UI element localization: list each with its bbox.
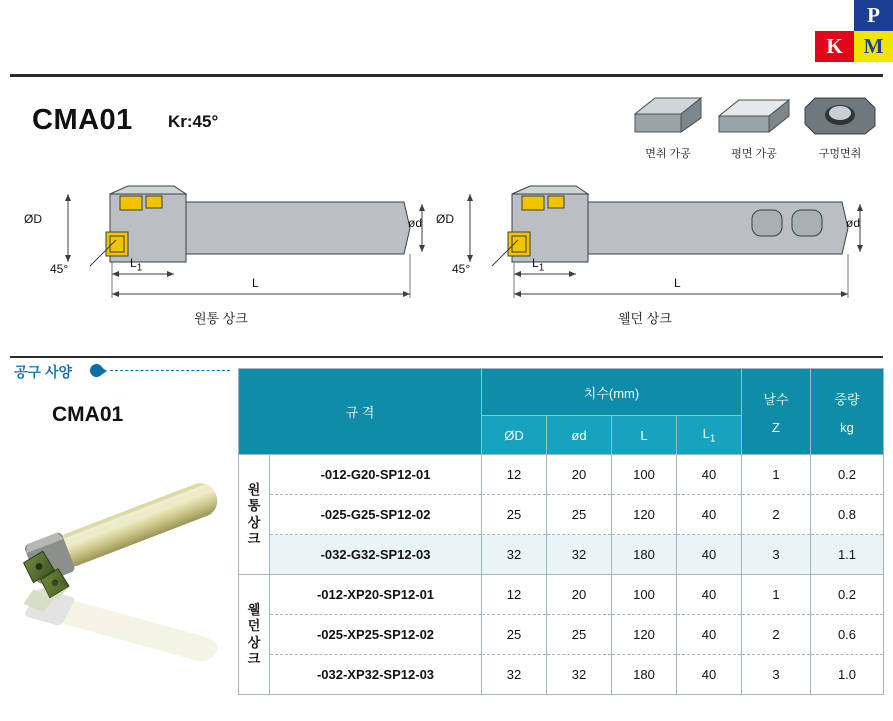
logo-letter-p: P [854, 0, 893, 31]
page-title: CMA01 [32, 104, 133, 136]
cell-d: 32 [547, 535, 612, 575]
cell-l1: 40 [677, 455, 742, 495]
table-row[interactable] [239, 615, 884, 655]
label-l-2: L [674, 276, 681, 290]
cell-z: 2 [742, 615, 811, 655]
label-d-2: ød [846, 216, 861, 230]
cell-kg: 1.0 [811, 655, 884, 695]
hole-chamfer-icon [801, 92, 879, 136]
header-divider [10, 74, 883, 77]
header-dims: 치수(mm) [482, 369, 742, 416]
header-teeth-symbol: Z [772, 419, 780, 435]
cylindrical-shank-drawing [24, 170, 444, 330]
label-l1-1: $L_1$ [130, 256, 143, 274]
label-l1-2: $L_1$ [532, 256, 545, 274]
cell-d: 25 [547, 615, 612, 655]
cell-z: 1 [742, 455, 811, 495]
cell-spec: -012-XP20-SP12-01 [270, 575, 482, 615]
spec-table [238, 368, 884, 695]
process-label-hole-chamfer: 구멍면취 [818, 148, 862, 160]
cell-d: 20 [547, 455, 612, 495]
label-d-1: ød [408, 216, 423, 230]
product-name: CMA01 [52, 403, 124, 426]
brand-logo [815, 0, 893, 62]
cell-l1: 40 [677, 535, 742, 575]
label-od-1: ØD [24, 212, 42, 226]
spec-bullet-icon [90, 364, 103, 377]
logo-letter-k: K [815, 31, 854, 62]
face-machining-icon [715, 92, 793, 136]
cell-od: 25 [482, 495, 547, 535]
cell-od: 32 [482, 535, 547, 575]
process-icon-hole-chamfer [800, 92, 880, 161]
cell-kg: 0.2 [811, 575, 884, 615]
tool-photo-illustration [8, 440, 236, 715]
table-row[interactable] [239, 455, 884, 495]
page-subtitle: Kr:45° [168, 112, 219, 131]
header-od: ØD [482, 416, 547, 455]
process-label-chamfer: 면취 가공 [645, 148, 691, 160]
header-l1: $L_1$ [677, 416, 742, 455]
weldon-shank-drawing [452, 170, 882, 330]
header-l: L [612, 416, 677, 455]
spec-dashed-rule [110, 370, 230, 371]
cell-z: 2 [742, 495, 811, 535]
cell-l1: 40 [677, 615, 742, 655]
cell-kg: 0.2 [811, 455, 884, 495]
table-header-row-1 [239, 369, 884, 416]
cell-d: 20 [547, 575, 612, 615]
cell-spec: -025-G25-SP12-02 [270, 495, 482, 535]
cell-od: 25 [482, 615, 547, 655]
cell-kg: 1.1 [811, 535, 884, 575]
table-row[interactable] [239, 535, 884, 575]
cell-l1: 40 [677, 495, 742, 535]
cell-l: 120 [612, 495, 677, 535]
header-weight-unit: kg [840, 419, 854, 435]
header-weight [811, 369, 884, 455]
cell-l: 120 [612, 615, 677, 655]
cell-spec: -012-G20-SP12-01 [270, 455, 482, 495]
cell-d: 25 [547, 495, 612, 535]
cell-l1: 40 [677, 575, 742, 615]
drawing-caption-1: 원통 상크 [194, 311, 248, 326]
table-row[interactable] [239, 655, 884, 695]
cell-od: 12 [482, 455, 547, 495]
chamfer-machining-icon [629, 92, 707, 136]
cell-l: 100 [612, 455, 677, 495]
label-l-1: L [252, 276, 259, 290]
drawing-caption-2: 웰던 상크 [618, 311, 672, 326]
cell-spec: -032-G32-SP12-03 [270, 535, 482, 575]
cell-kg: 0.8 [811, 495, 884, 535]
label-angle-2: 45° [452, 262, 471, 276]
cell-spec: -025-XP25-SP12-02 [270, 615, 482, 655]
cell-od: 12 [482, 575, 547, 615]
cell-z: 1 [742, 575, 811, 615]
cell-spec: -032-XP32-SP12-03 [270, 655, 482, 695]
cell-l: 180 [612, 535, 677, 575]
process-icon-chamfer [628, 92, 708, 161]
label-od-2: ØD [436, 212, 454, 226]
section-divider [10, 356, 883, 358]
cell-z: 3 [742, 535, 811, 575]
group-label-weldon: 웰 던 상 크 [239, 575, 270, 695]
label-angle-1: 45° [50, 262, 69, 276]
cell-l: 100 [612, 575, 677, 615]
cell-z: 3 [742, 655, 811, 695]
spec-section-title: 공구 사양 [14, 364, 72, 380]
product-photo [8, 440, 236, 715]
cell-kg: 0.6 [811, 615, 884, 655]
process-label-face: 평면 가공 [731, 148, 777, 160]
table-row[interactable] [239, 495, 884, 535]
table-row[interactable] [239, 575, 884, 615]
header-teeth-label: 날수 [763, 391, 789, 407]
header-spec: 규 격 [239, 369, 482, 455]
cell-d: 32 [547, 655, 612, 695]
drawing-cylindrical-shank [24, 170, 444, 330]
cell-l1: 40 [677, 655, 742, 695]
logo-letter-m: M [854, 31, 893, 62]
header-teeth [742, 369, 811, 455]
cell-od: 32 [482, 655, 547, 695]
cell-l: 180 [612, 655, 677, 695]
header-weight-label: 중량 [834, 391, 860, 407]
group-label-cylindrical: 원 통 상 크 [239, 455, 270, 575]
header-d: ød [547, 416, 612, 455]
drawing-weldon-shank [436, 170, 882, 330]
process-icon-face [714, 92, 794, 161]
